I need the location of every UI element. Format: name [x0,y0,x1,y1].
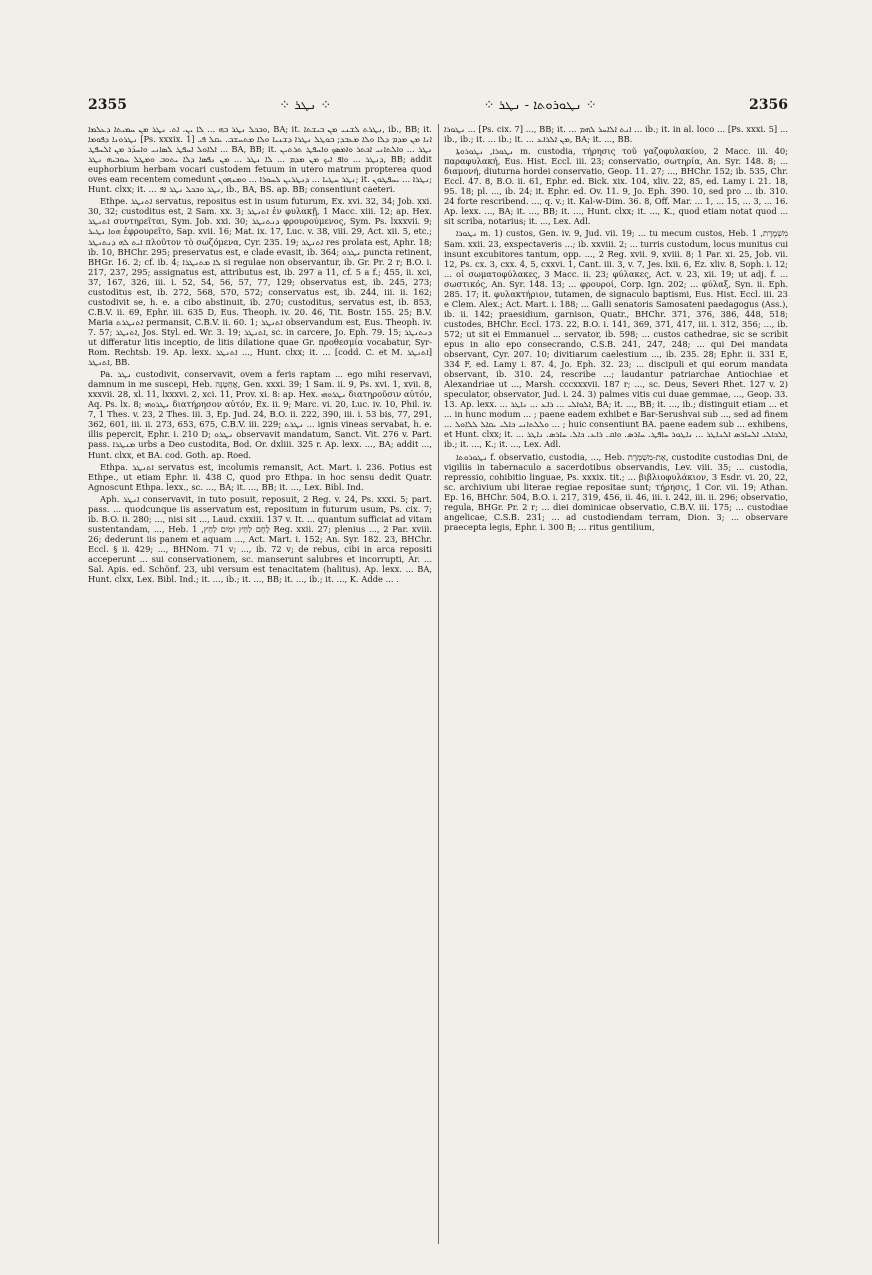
entry-paragraph: ܢܛܘܪܐ ... [Ps. cix. 7] ..., BB; it. ... ܐܢܬ ܐܠܐܚܪ ܠܗܡ ... ib.; it. in al. loco ... [Ps. xxxi. 5] ... ib., ib.; it. ... ib.; it. ... ܡܢ ܐܠܪܐܥ, BA; it. ..., BB. [444,124,788,145]
right-running-headword: ⁘ ܢܛܘܪܘܬܐ - ܢܛܪ ⁘ [483,97,597,113]
entry-paragraph: Ethpa. ܐܬܢܛܪ servatus est, incolumis remansit, Act. Mart. i. 236. Potius est Ethpe., ut etiam Ephr. ii. 438 C, quod pro Ethpa. in hoc sensu dedit Quatr. Agnoscunt Ethpa. lexx., sc. ..., BA; it. ..., BB; it. ..., Lex. Bibl. Ind. [88,461,432,492]
column-divider [438,124,439,1244]
entry-paragraph: ܢܛܘܪܐ m. 1) custos, Gen. iv. 9, Jud. vii. 19; ... tu mecum custos, Heb. מִשְׁמֶרֶת, 1 Sam. xxii. 23, exspectaveris ...; ib. xxviii. 2; ... turris custodum, locus munitus cui insunt excubitores tantum, opp. ..., 2 Reg. xvii. 9, xviii. 8; 1 Par. xi. 25, Job. vii. 12, Ps. cx. 3, cxx. 4, 5, cxxvi. 1, Cant. iii. 3, v. 7, Jes. lxii. 6, Ez. xliv. 8, Soph. i. 12; ... οἱ σωματοφύλακες, 3 Macc. ii. 23; φύλακες, Act. v. 23, xii. 19; ut adj. f. ... σωστικός, An. Syr. 148. 13; ... φρουροί, Corp. Ign. 202; ... φύλαξ, Syn. ii. Eph. 285. 17; it. φυλακτήριον, tutamen, de signaculo baptismi, Eus. Hist. Eccl. iii. 23 e Clem. Alex.; Act. Mart. i. 188; ... Galli senatoris Samosateni paedagogus (Ass.), ib. ii. 142; praesidium, garnison, Quatr., BHChr. 371, 376, 386, 448, 518; custodes, BHChr. Eccl. 173. 22, B.O. i. 141, 369, 371, 417, iii. i. 312, 356; ..., ib. 572; ut sit ei Emmanuel ... servator, ib. 598; ... custos cathedrae, sic se scribit epus in alio epo consecrando, C.S.B. 241, 247, 248; ... qui Dei mandata observant, Cyr. 207. 10; divitiarum caelestium ..., ib. 235. 28; Ephr. ii. 331 E, 334 F, ed. Lamy i. 87. 4, Jo. Eph. 32. 23; ... discipuli et qui eorum mandata observant, ib. 310. 24, rescribe ...; laudantur patriarchae Antiochiae et Alexandriae ut ..., Marsh. cccxxxvii. 187 r; ..., sc. Deus, Severi Rhet. 127 v. 2) speculator, observator, Jud. i. 24. 3) palmes vitis cui duae gemmae, ..., Geop. 33. 13. Ap. lexx. ... ܐܠܘܐܠܝ ... ܪܐܥ ... ܢܐܛܪ, BA; it. ..., BB; it. ..., ib.; distinguit etiam ... et ... in hunc modum ... ; paene eadem exhibet e Bar-Serushvai sub ..., sed ad finem ... ܘܠܠܬܐܢܝ ܟܐܠܝ ܝܩܐܠ ܠܠܐܘܠ ... ; huic consentiunt BA. paene eadem sub ... exhibens, et Hunt. clxx; it. ... ܐܠܟܐܠܝ ܐܠܚܐܪܣ ܐܠܢܐܛܪ ... ܢܐܛܘܪ ܚܐܦܛ. ܚܐܪܣ. ܘܐܩ. ܪܐܥ. ܟܐܠ. ܚܐܪܣ. ܢܐܛܪ, ib.; it. ..., K.; it. ..., Lex. Adl. [444,228,788,450]
right-page-number: 2356 [749,97,788,113]
entry-paragraph: ܢܛܘܪܘܬܐ f. observatio, custodia, ..., Heb. אֶת-מִשְׁמֶרֶת, custodite custodias Dni, de vigiliis in tabernaculo a sacerdotibus observandis, Lev. viii. 35; ... custodia, repressio, cohibitio linguae, Ps. xxxix. tit.; ... βιβλιοφυλάκιον, 3 Esdr. vi. 20, 22, sc. archivium ubi literae regiae repositae sunt; τήρησις, 1 Cor. vii. 19; Athan. Ep. 16, BHChr. 504, B.O. i. 217, 319, 456, ii. 46, iii. i. 242, iii. ii. 296; observatio, regula, BHGr. Pr. 2 r; ... diei dominicae observatio, C.B.V. iii. 175; ... custodiae angelicae, C.S.B. 231; ... ad custodiendam terram, Dion. 3; ... observare praecepta legis, Ephr. i. 300 B; ... ritus gentilium, [444,451,788,532]
entry-paragraph: Ethpe. ܐܬܢܛܪ servatus, repositus est in usum futurum, Ex. xvi. 32, 34; Job. xxi. 30, 32; custoditus est, 2 Sam. xx. 3; ܐܬܢܛܪ ἐν φυλακῇ, 1 Macc. xiii. 12; ap. Hex. ܐܬܢܛܪ συντηρεῖται, Sym. Job. xxi. 30; ܕܢܬܢܛܪ φρουρούμενος, Sym. Ps. lxxxvii. 9; ܗܘܐ ܢܛܝܪ ἐφρουρεῖτο, Sap. xvii. 16; Mat. ix. 17, Luc. v. 38, viii. 29, Act. xii. 5, etc.; ܐܝܬ ܠܗ ܕܢܬܢܛܪ πλοῦτον τὸ σωζόμενα, Cyr. 235. 19; ܐܬܢܛܪ res prolata est, Aphr. 18; ib. 10, BHChr. 295; preservatus est, e clade evasit, ib. 364; ܢܛܪܘ puncta retinent, BHGr. 16. 2; cf. ib. 4; ܠܐ ܡܬܢܛܪܐ si regulae non observantur, ib. Gr. Pr. 2 r; B.O. i. 217, 237, 295; assignatus est, attributus est, ib. 297 a 11, cf. 5 a f.; 455, ii. xci, 37, 167, 326, iii. i. 52, 54, 56, 57, 77, 129; observatus est, ib. 245, 273; custoditus est, ib. 272, 568, 570, 572; conservatus est, ib. 244, iii. ii. 162; custodivit se, h. e. a cibo abstinuit, ib. 270; custoditus, servatus est, ib. 853, C.B.V. ii. 69, Ephr. iii. 635 D, Eus. Theoph. iv. 20. 46, Tit. Bostr. 155. 25; B.V. Maria ܐܬܢܛܪܬ permansit, C.B.V. ii. 60. 1; ܐܬܢܛܪ observandum est, Eus. Theoph. iv. 7. 57; ܐܬܢܛܪ, Jos. Styl. ed. Wr. 3. 19; ܐܬܢܛܪ, sc. in carcere, Jo. Eph. 79. 15; ܕܢܬܢܛܪ ut differatur litis inceptio, de litis dilatione quae Gr. προθεσμία vocabatur, Syr-Rom. Rechtsb. 19. Ap. lexx. ܐܬܢܛܪ ..., Hunt. clxx; it. ... [codd. C. et M. ܐܬܢܛܪ] ܐܬܢܛܪ, BB. [88,196,432,368]
left-running-headword: ⁘ ܢܛܪ ⁘ [279,97,332,113]
entry-paragraph: Aph. ܐܢܛܪ conservavit, in tuto posuit, reposuit, 2 Reg. v. 24, Ps. xxxi. 5; part. pass. ... quodcunque iis asservatum est, repositum in futurum usum, Ps. cix. 7; ib. B.O. ii. 280; ..., nisi sit ..., Laud. cxxiii. 137 v. It. ... quantum sufficiat ad vitam sustentandam, ..., Heb. לֶחֶם לַחַץ וּמַיִם לַחַץ, 1 Reg. xxii. 27; plenius ..., 2 Par. xviii. 26; dederunt iis panem et aquam ..., Act. Mart. i. 152; An. Syr. 182. 23, BHChr. Eccl. § ii. 429; ..., BHNom. 71 v; ..., ib. 72 v; de rebus, cibi in arca repositi acceperunt ... sui conservationem, sc. manserunt salubres et incorrupti, Ar. ... Sal. Apis. ed. Schönf. 23, ubi versum est tenacitatem (halitus). Ap. lexx. ... BA, Hunt. clxx, Lex. Bibl. Ind.; it. ..., ib.; it. ..., BB; it. ..., ib.; it. ..., K. Adde ... . [88,493,432,585]
left-column [88,124,432,1244]
entry-paragraph: ܘܒܟܠ ܢܛܪ ܒܗ ... ܠܐ ܝܢ. ܐܬ. ܢܛܪ ܡܢ ܚܡܝܬܐ ܕܥܠܡܐ, BA; it. ܢܛܪܬ ܠܫܢܝ ܡܢ ܒܝܫܬܐ, ib., BB; it. ܢܛܪܘܢܐ ܕܦܘܡܐ [Ps. xxxix. 1] ܐܢܐ ܡܢ ܡܕܡ ܕܠܐ ܘܠܐ ܡܥܒܕ; ܒܘܛܠ ܢܛܪܐ ܕܫܢܝܐ ܘܠܐ ܡܬܚܫܒ. ܝܩܠ ܦܝ ܐܠܐܘܠ ܐܚܦܛ ܠܣܐܢܝ ܘܐܚܕ̈ܪ ܡܢ ܐܠܚܦܛ ... BA, BB; it. ܢܛܪ ... ܘܐܠܬܐܢܝ ܐܟܬܪ ܘܐܡܣܟ ܘܐܚܦܛ ܬܪܬܝܢ ܕܢܛܪ ... ܘܐܦ ܐܝܟ ܡܢ ܡܕܡ ... ܠܐ ܢܛܪ ... ܡܢ ܢܦܣܐ ܕܠܐ ܝܬܘܒ ܘܡܛܠ ܚܘܒܝܗ ܢܛܪ, BB; addit euphorbium herbam vocari custodem fetuum in utero matrum propterea quod oves eam recentem comedunt ܢܛܪ ܚܛܝܐ ... ܕܢܛܪܝܢ ܠܚܘܪܐ ... ܘܡܢܗܘܢ; it. ܢܛܪܐ ... ܝܚܦܛܘܢ; Hunt. clxx; it. ... ܢܛܪ ܘܒܟܠ ܢܛܪ ܐܦ, ib., BA, BS. ap. BB; consentiunt caeteri. [88,124,432,195]
left-page-number: 2355 [88,97,127,113]
right-column [444,124,788,1244]
entry-paragraph: Pa. ܢܛܪ custodivit, conservavit, ovem a feris raptam ... ego mihi reservavi, damnum in me suscepi, Heb. אֲחַטֶּנָּה, Gen. xxxi. 39; 1 Sam. ii. 9, Ps. xvi. 1, xvii. 8, xxxvii. 28, xl. 11, lxxxvi. 2, xci. 11, Prov. xi. 8: ap. Hex. ܢܛܪܘܗܝ διατηροῦσιν αὐτόν, Aq. Ps. lx. 8; ܢܛܪܘܗܝ διατήρησον αὐτόν, Ex. ii. 9; Marc. vi. 20, Luc. iv. 10, Phil. iv. 7, 1 Thes. v. 23, 2 Thes. iii. 3, Ep. Jud. 24, B.O. ii. 222, 390, iii. i. 53 bis, 77, 291, 362, 601, iii. ii. 273, 653, 675, C.B.V. iii. 229; ܢܛܪܬ ... ignis vineas servabat, h. e. illis pepercit, Ephr. i. 210 D; ܢܛܪܘ observavit mandatum, Sanct. Vit. 276 v. Part. pass. ܡܢܛܪܐ urbs a Deo custodita, Bod. Or. dxliii. 325 r. Ap. lexx. ..., BA; addit ..., Hunt. clxx, et BA. cod. Goth. ap. Roed. [88,369,432,460]
running-header [88,94,788,116]
entry-paragraph: ܢܛܘܪܐ, ܢܛܘܪܘܬܐ m. custodia, τήρησις τοῦ γαζοφυλακίου, 2 Macc. iii. 40; παραφυλακή, Eus. Hist. Eccl. iii. 23; conservatio, σωτηρία, An. Syr. 148. 8; ... διαμονή, diuturna hordei conservatio, Geop. 11. 27; ..., BHChr. 152; ib. 535, Chr. Eccl. 47. 8, B.O. ii. 61, Ephr. ed. Bick. xix. 104, xliv. 22, 85, ed. Lamy i. 21. 18, 95. 18; pl. ..., ib. 24; it. Ephr. ed. Ov. 11. 9, Jo. Eph. 390. 10, sed pro ... ib. 310. 24 forte rescribend. ..., q. v.; it. Kal-w-Dim. 36. 8, Off. Mar. ... 1, ... 15, ... 3, ... 16. Ap. lexx. ..., BA; it. ..., BB; it. ..., Hunt. clxx; it. ..., K., quod etiam notat quod ... sit scriba, notarius; it. ..., Lex. Adl. [444,146,788,227]
